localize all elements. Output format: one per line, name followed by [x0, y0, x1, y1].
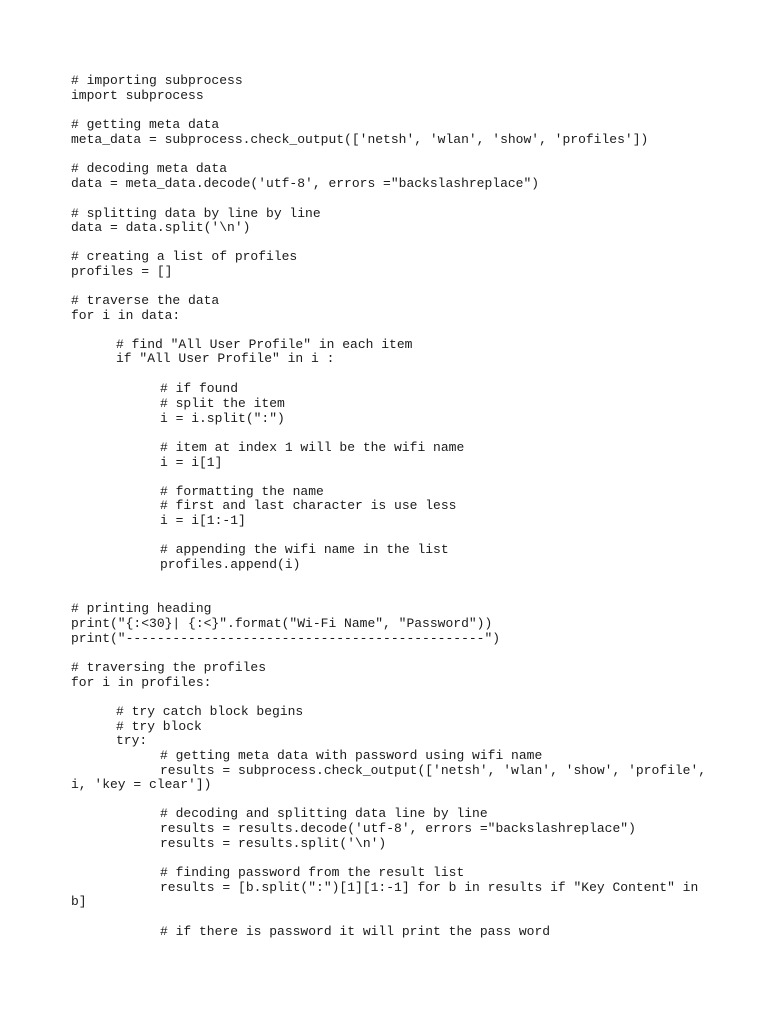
code-line: # getting meta data with password using wifi name: [160, 748, 543, 763]
code-line: i = i[1]: [160, 455, 223, 470]
code-line: import subprocess: [71, 88, 204, 103]
code-line: # getting meta data: [71, 117, 220, 132]
code-line: for i in profiles:: [71, 675, 212, 690]
code-line: meta_data = subprocess.check_output(['netsh', 'wlan', 'show', 'profiles']): [71, 132, 649, 147]
code-line: print("----------------------------------------------"): [71, 631, 501, 646]
code-line: i, 'key = clear']): [71, 777, 212, 792]
code-line: # try catch block begins: [116, 704, 304, 719]
code-line: # if found: [160, 381, 239, 396]
code-line: # appending the wifi name in the list: [160, 542, 449, 557]
code-line: results = results.split('\n'): [160, 836, 387, 851]
code-line: # traverse the data: [71, 293, 220, 308]
code-line: # if there is password it will print the pass word: [160, 924, 551, 939]
code-line: # formatting the name: [160, 484, 324, 499]
code-line: for i in data:: [71, 308, 181, 323]
code-line: # first and last character is use less: [160, 498, 457, 513]
code-line: # find "All User Profile" in each item: [116, 337, 413, 352]
code-line: # split the item: [160, 396, 285, 411]
code-line: # decoding meta data: [71, 161, 228, 176]
code-line: b]: [71, 894, 87, 909]
code-line: try:: [116, 733, 148, 748]
code-line: # traversing the profiles: [71, 660, 267, 675]
code-line: profiles = []: [71, 264, 173, 279]
code-line: results = results.decode('utf-8', errors ="backslashreplace"): [160, 821, 636, 836]
code-line: profiles.append(i): [160, 557, 301, 572]
code-line: if "All User Profile" in i :: [116, 351, 335, 366]
code-line: print("{:<30}| {:<}".format("Wi-Fi Name", "Password")): [71, 616, 493, 631]
code-line: data = meta_data.decode('utf-8', errors ="backslashreplace"): [71, 176, 540, 191]
code-line: # printing heading: [71, 601, 212, 616]
code-line: i = i.split(":"): [160, 411, 285, 426]
code-line: # importing subprocess: [71, 73, 243, 88]
code-line: # creating a list of profiles: [71, 249, 298, 264]
code-line: # item at index 1 will be the wifi name: [160, 440, 465, 455]
code-line: # try block: [116, 719, 202, 734]
code-line: results = [b.split(":")[1][1:-1] for b in results if "Key Content" in: [160, 880, 699, 895]
code-line: i = i[1:-1]: [160, 513, 246, 528]
code-line: # splitting data by line by line: [71, 206, 321, 221]
code-line: data = data.split('\n'): [71, 220, 251, 235]
code-line: # finding password from the result list: [160, 865, 465, 880]
code-line: # decoding and splitting data line by line: [160, 806, 488, 821]
code-line: results = subprocess.check_output(['netsh', 'wlan', 'show', 'profile',: [160, 763, 707, 778]
